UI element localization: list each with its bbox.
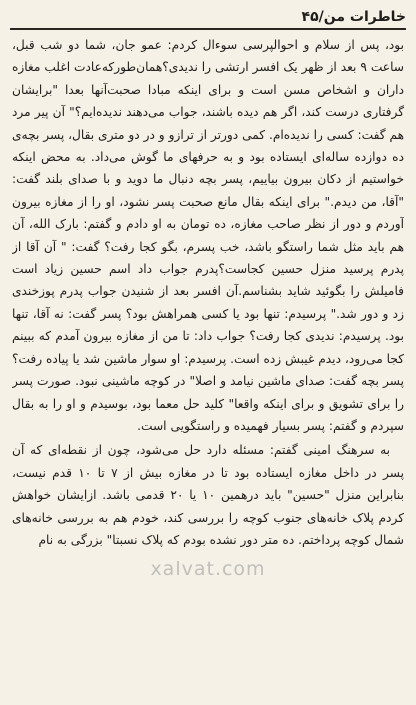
body-text [12,34,404,701]
paragraph: بود، پس از سلام و احوالپرسی سوءال کردم: عمو جان، شما دو شب قبل، ساعت ۹ بعد از ظهر یک افسر ارتشی را ندیدی؟همان‌طورکه‌عادت اغلب مغازه داران و اشخاص مسن است و برای اینکه مبادا صحبت‌آنها بعدا "برایشان گرفتاری درست کند، اگر هم دیده باشند، جواب می‌دهند ندیده‌ایم؟" آن پیر مرد هم گفت: کسی را ندیده‌ام. کمی دورتر از ترازو و در دو متری بقال، پسر بچه‌ی ده دوازده ساله‌ای ایستاده بود و به حرفهای ما گوش می‌داد. به محض اینکه خواستیم از دکان بیرون بیاییم، پسر بچه دنبال ما دوید و با صدای بلند گفت: "آقا، من دیدم." برای اینکه بقال مانع صحبت پسر نشود، او را از مغازه بیرون آوردم و دور از نظر صاحب مغازه، ده تومان به او دادم و گفتم: بارک الله، آن هم باید مثل شما راستگو باشد، خب پسرم، بگو کجا رفت؟ گفت: " آن آقا از پدرم پرسید منزل حسین کجاست؟پدرم جواب داد اسم حسین زیاد است فامیلش را بگوئید شاید بشناسم.آن افسر بعد از شنیدن جواب پدرم پوزخندی زد و دور شد." پرسیدم: تنها بود یا کسی همراهش بود؟ پسر گفت: نه آقا، تنها بود. پرسیدم: ندیدی کجا رفت؟ جواب داد: تا من از مغازه بیرون آمدم که ببینم کجا می‌رود، دیدم غیبش زده است. پرسیدم: او سوار ماشین شد یا پیاده رفت؟ پسر بچه گفت: صدای ماشین نیامد و اصلا" در کوچه ماشینی نبود. صورت پسر را برای تشویق و برای اینکه واقعا" کلید حل معما بود، بوسیدم و او را به بقال سپردم و گفتم: پسر بسیار فهمیده و راستگویی است. [12,38,404,433]
page-header [10,2,406,30]
paragraph: به سرهنگ امینی گفتم: مسئله دارد حل می‌شود، چون از نقطه‌ای که آن پسر در داخل مغازه ایستاده بود تا در مغازه بیش از ۷ تا ۱۰ قدم نیست، بنابراین منزل "حسین" باید درهمین ۱۰ یا ۲۰ قدمی باشد. ازایشان خواهش کردم پلاک خانه‌های جنوب کوچه را بررسی کند، خودم هم به بررسی خانه‌های شمال کوچه پرداختم. ده متر دور نشده بودم که پلاک نسبتا" بزرگی به نام [12,443,404,547]
running-head: خاطرات من/۴۵ [301,9,406,25]
watermark: xalvat.com [150,558,266,580]
